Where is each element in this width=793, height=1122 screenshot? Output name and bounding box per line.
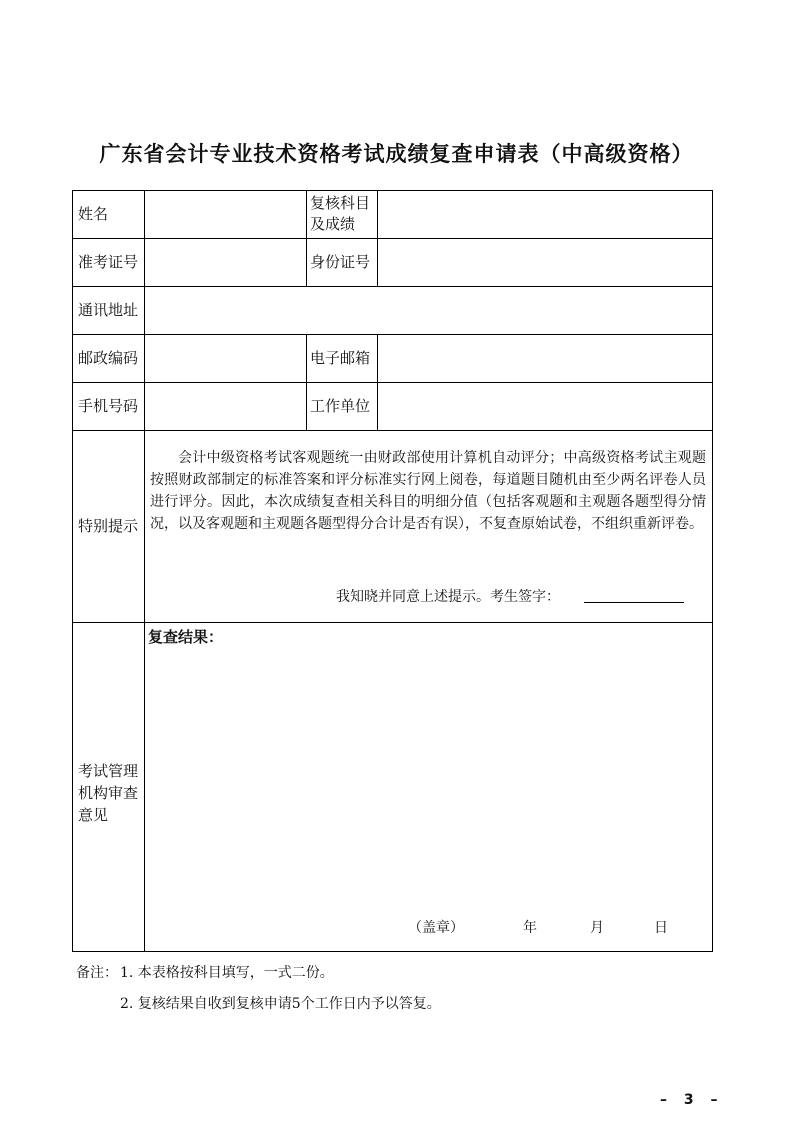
label-email: 电子邮箱 — [310, 349, 371, 367]
col-divider — [306, 334, 307, 430]
label-subject-line2: 及成绩 — [310, 215, 356, 233]
id-card-field[interactable] — [379, 240, 711, 284]
month-label: 月 — [590, 920, 604, 936]
employer-field[interactable] — [379, 384, 711, 428]
signature-line[interactable] — [584, 602, 684, 603]
col-divider — [144, 190, 145, 952]
address-field[interactable] — [146, 288, 711, 332]
col-divider — [377, 334, 378, 430]
review-result-title: 复查结果： — [148, 628, 224, 646]
year-label: 年 — [523, 920, 537, 936]
label-address: 通讯地址 — [78, 301, 139, 319]
exam-id-field[interactable] — [146, 240, 304, 284]
label-special-notice: 特别提示 — [78, 517, 139, 535]
phone-field[interactable] — [146, 384, 304, 428]
row-divider — [72, 286, 713, 287]
label-employer: 工作单位 — [310, 397, 371, 415]
col-divider — [377, 190, 378, 286]
label-subject-line1: 复核科目 — [310, 194, 371, 212]
label-postcode: 邮政编码 — [78, 349, 139, 367]
label-review-line1: 考试管理 — [78, 762, 139, 780]
page-number: – 3 – — [660, 1092, 724, 1108]
notice-text: 会计中级资格考试客观题统一由财政部使用计算机自动评分；中高级资格考试主观题按照财政部制定的标准答案和评分标准实行网上阅卷，每道题目随机由至少两名评卷人员进行评分。因此，本次成绩复查相关科目的明细分值（包括客观题和主观题各题型得分情况，以及客观题和主观题各题型得分合计是否有误），不复查原始试卷，不组织重新评卷。 — [150, 450, 706, 532]
name-field[interactable] — [146, 192, 304, 236]
day-label: 日 — [654, 920, 668, 936]
row-divider — [72, 238, 713, 239]
note-item-2: 2. 复核结果自收到复核申请5个工作日内予以答复。 — [120, 996, 441, 1012]
row-divider — [72, 382, 713, 383]
col-divider — [306, 190, 307, 286]
row-divider — [72, 334, 713, 335]
email-field[interactable] — [379, 336, 711, 380]
postcode-field[interactable] — [146, 336, 304, 380]
notes-prefix: 备注： — [76, 965, 118, 981]
row-divider — [72, 622, 713, 623]
form-title: 广东省会计专业技术资格考试成绩复查申请表（中高级资格） — [99, 142, 694, 166]
subject-score-field[interactable] — [379, 192, 711, 236]
row-divider — [72, 430, 713, 431]
seal-label: （盖章） — [408, 920, 464, 936]
label-exam-id: 准考证号 — [78, 253, 139, 271]
label-name: 姓名 — [78, 205, 109, 223]
label-review-line2: 机构审查 — [78, 784, 139, 802]
label-id-card: 身份证号 — [310, 253, 371, 271]
review-result-area[interactable] — [146, 650, 711, 905]
note-item-1: 1. 本表格按科目填写，一式二份。 — [120, 965, 334, 981]
acknowledge-text: 我知晓并同意上述提示。考生签字： — [336, 589, 560, 605]
label-phone: 手机号码 — [78, 397, 139, 415]
label-review-line3: 意见 — [78, 806, 109, 824]
